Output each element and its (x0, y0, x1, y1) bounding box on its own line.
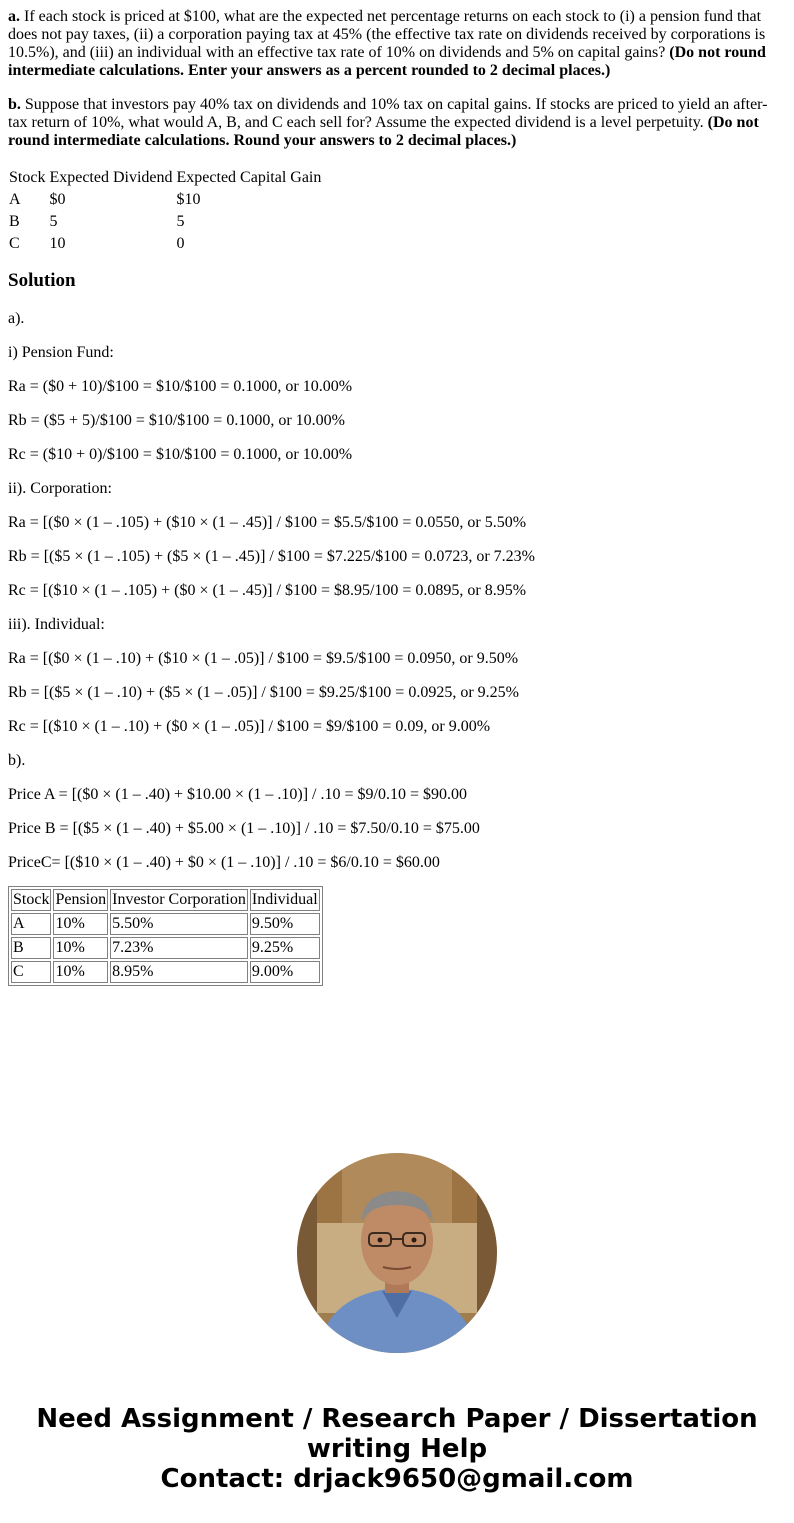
table-cell: 9.50% (250, 913, 320, 935)
solution-line: PriceC= [($10 × (1 – .40) + $0 × (1 – .10)] / .10 = $6/0.10 = $60.00 (8, 854, 440, 871)
table-cell: B (11, 937, 51, 959)
table-cell: 5.50% (110, 913, 248, 935)
footer-contact (0, 1404, 794, 1494)
table-cell: 7.23% (110, 937, 248, 959)
solution-line: iii). Individual: (8, 616, 105, 633)
table-row (11, 961, 320, 983)
author-photo (297, 1153, 497, 1353)
table-cell: 9.00% (250, 961, 320, 983)
question-a-text: If each stock is priced at $100, what are the expected net percentage returns on each stock to (i) a pension fund that does not pay taxes, (ii) a corporation paying tax at 45% (the effective tax rate on dividends received by corporations is 10.5%), and (iii) an individual with an effective tax rate of 10% on dividends and 5% on capital gains? (8, 8, 766, 61)
header-cell: Expected Capital Gain (176, 169, 322, 186)
solution-line: b). (8, 752, 26, 769)
table-cell: A (11, 913, 51, 935)
question-b-label: b. (8, 96, 21, 113)
footer-contact-email: Contact: drjack9650@gmail.com (160, 1464, 634, 1494)
table-row (8, 212, 322, 232)
table-cell: 0 (176, 235, 185, 252)
solution-line: i) Pension Fund: (8, 344, 114, 361)
table-cell: $0 (49, 191, 66, 208)
table-cell: C (11, 961, 51, 983)
question-a (8, 8, 778, 80)
header-cell: Stock (11, 889, 51, 911)
table-cell: 10% (53, 937, 108, 959)
solution-line: Rc = ($10 + 0)/$100 = $10/$100 = 0.1000, or 10.00% (8, 446, 353, 463)
solution-line: Price B = [($5 × (1 – .40) + $5.00 × (1 – .10)] / .10 = $7.50/0.10 = $75.00 (8, 820, 480, 837)
table-cell: C (9, 235, 20, 252)
solution-heading: Solution (8, 270, 76, 291)
table-row (8, 190, 322, 210)
solution-line: Ra = ($0 + 10)/$100 = $10/$100 = 0.1000, or 10.00% (8, 378, 353, 395)
solution-line: Rc = [($10 × (1 – .105) + ($0 × (1 – .45)] / $100 = $8.95/100 = 0.0895, or 8.95% (8, 582, 527, 599)
solution-line: Rb = ($5 + 5)/$100 = $10/$100 = 0.1000, or 10.00% (8, 412, 345, 429)
question-a-label: a. (8, 8, 20, 25)
header-cell: Individual (250, 889, 320, 911)
author-portrait-image (297, 1153, 497, 1353)
table-cell: 10% (53, 913, 108, 935)
table-cell: 5 (176, 213, 185, 230)
summary-table (8, 886, 323, 986)
question-b-text: Suppose that investors pay 40% tax on dividends and 10% tax on capital gains. If stocks are priced to yield an after-tax return of 10%, what would A, B, and C each sell for? Assume the expected dividend is a level perpetuity. (8, 96, 768, 131)
table-cell: $10 (176, 191, 201, 208)
table-header-row (11, 889, 320, 911)
table-cell: B (9, 213, 20, 230)
table-cell: 10 (49, 235, 66, 252)
table-cell: A (9, 191, 21, 208)
table-row (11, 913, 320, 935)
header-cell: Expected Dividend (49, 169, 173, 186)
solution-line: ii). Corporation: (8, 480, 112, 497)
table-header-row (8, 168, 322, 188)
solution-line: Rb = [($5 × (1 – .10) + ($5 × (1 – .05)] / $100 = $9.25/$100 = 0.0925, or 9.25% (8, 684, 519, 701)
header-cell: Investor Corporation (110, 889, 248, 911)
solution-body (8, 310, 778, 872)
solution-line: a). (8, 310, 25, 327)
header-cell: Pension (53, 889, 108, 911)
table-row (8, 234, 322, 254)
solution-line: Ra = [($0 × (1 – .105) + ($10 × (1 – .45)] / $100 = $5.5/$100 = 0.0550, or 5.50% (8, 514, 527, 531)
solution-line: Rc = [($10 × (1 – .10) + ($0 × (1 – .05)] / $100 = $9/$100 = 0.09, or 9.00% (8, 718, 491, 735)
question-a-instruction: (Do not round intermediate calculations. Enter your answers as a percent rounded to 2 decimal places.) (8, 44, 766, 79)
table-cell: 8.95% (110, 961, 248, 983)
table-row (11, 937, 320, 959)
solution-line: Rb = [($5 × (1 – .105) + ($5 × (1 – .45)] / $100 = $7.225/$100 = 0.0723, or 7.23% (8, 548, 535, 565)
solution-line: Price A = [($0 × (1 – .40) + $10.00 × (1 – .10)] / .10 = $9/0.10 = $90.00 (8, 786, 467, 803)
document-content (8, 8, 778, 986)
table-cell: 5 (49, 213, 58, 230)
table-cell: 10% (53, 961, 108, 983)
question-b-instruction: (Do not round intermediate calculations. Round your answers to 2 decimal places.) (8, 114, 759, 149)
footer-line: Need Assignment / Research Paper / Dissertation (36, 1404, 758, 1434)
given-data-table (6, 166, 324, 256)
footer-line: writing Help (306, 1434, 488, 1464)
question-b (8, 96, 778, 150)
header-cell: Stock (9, 169, 46, 186)
table-cell: 9.25% (250, 937, 320, 959)
solution-line: Ra = [($0 × (1 – .10) + ($10 × (1 – .05)] / $100 = $9.5/$100 = 0.0950, or 9.50% (8, 650, 519, 667)
